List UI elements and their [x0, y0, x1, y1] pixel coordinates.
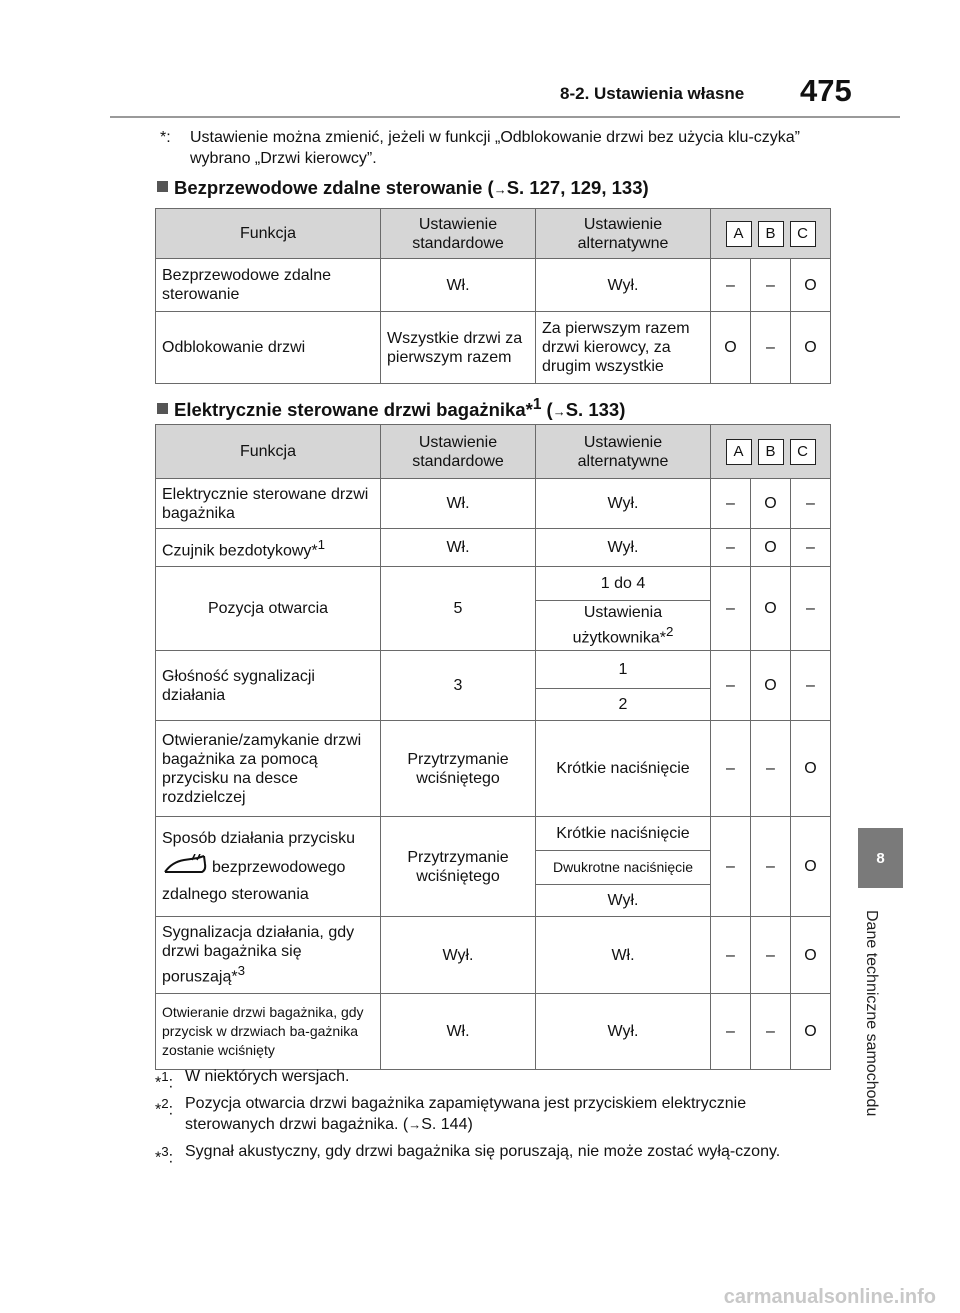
- table-row: [156, 721, 831, 817]
- cell-alternative: 1: [536, 651, 711, 689]
- cell-alternative: Dwukrotne naciśnięcie: [536, 851, 711, 885]
- cell-a: –: [711, 917, 751, 994]
- table-row: [156, 917, 831, 994]
- cell-c: O: [791, 312, 831, 384]
- cell-a: –: [711, 259, 751, 312]
- cell-c: O: [791, 259, 831, 312]
- badge-a: A: [726, 439, 752, 465]
- section-remote-title: Bezprzewodowe zdalne sterowanie (→S. 127, 129, 133): [157, 177, 649, 199]
- cell-function: Pozycja otwarcia: [156, 567, 381, 651]
- header-default: Ustawienie standardowe: [381, 425, 536, 479]
- chapter-tab[interactable]: 8: [858, 828, 903, 888]
- header-function: Funkcja: [156, 209, 381, 259]
- table-row: [156, 817, 831, 851]
- page-number: 475: [800, 73, 852, 108]
- cell-c: O: [791, 994, 831, 1070]
- cell-alternative: 2: [536, 689, 711, 721]
- section-square-icon: [157, 181, 168, 192]
- cell-function: Czujnik bezdotykowy*$^1$: [156, 529, 381, 567]
- cell-a: –: [711, 994, 751, 1070]
- cell-function: Otwieranie/zamykanie drzwi bagażnika za pomocą przycisku na desce rozdzielczej: [156, 721, 381, 817]
- cell-c: O: [791, 917, 831, 994]
- badge-c: C: [790, 439, 816, 465]
- note-text: Ustawienie można zmienić, jeżeli w funkcji „Odblokowanie drzwi bez użycia klu-czyka” wybrano „Drzwi kierowcy”.: [190, 129, 800, 167]
- cell-c: O: [791, 721, 831, 817]
- table-row: [156, 529, 831, 567]
- table-remote: [155, 208, 831, 384]
- cell-default: Wszystkie drzwi za pierwszym razem: [381, 312, 536, 384]
- cell-default: 3: [381, 651, 536, 721]
- cell-default: Wł.: [381, 994, 536, 1070]
- cell-c: O: [791, 817, 831, 917]
- cell-c: –: [791, 529, 831, 567]
- note-mark: *:: [160, 129, 171, 146]
- arrow-icon: →: [408, 1117, 422, 1132]
- header-title: 8-2. Ustawienia własne: [560, 84, 745, 103]
- cell-alternative: 1 do 4: [536, 567, 711, 601]
- cell-default: Przytrzymanie wciśniętego: [381, 817, 536, 917]
- cell-b: –: [751, 259, 791, 312]
- cell-b: O: [751, 479, 791, 529]
- cell-function: Sygnalizacja działania, gdy drzwi bagażnika się poruszają*$^3$: [156, 917, 381, 994]
- cell-alternative: Wył.: [536, 885, 711, 917]
- cell-default: Wł.: [381, 529, 536, 567]
- cell-b: –: [751, 721, 791, 817]
- cell-b: O: [751, 567, 791, 651]
- cell-function: Głośność sygnalizacji działania: [156, 651, 381, 721]
- cell-function: Bezprzewodowe zdalne sterowanie: [156, 259, 381, 312]
- cell-alternative: Krótkie naciśnięcie: [536, 721, 711, 817]
- table-trunk: [155, 424, 831, 1070]
- cell-b: –: [751, 312, 791, 384]
- section-square-icon: [157, 403, 168, 414]
- cell-b: O: [751, 651, 791, 721]
- cell-a: –: [711, 721, 751, 817]
- cell-a: –: [711, 651, 751, 721]
- cell-a: –: [711, 529, 751, 567]
- cell-alternative: Ustawienia użytkownika*$^2$: [536, 601, 711, 651]
- intro-note: [160, 127, 830, 169]
- cell-function: Elektrycznie sterowane drzwi bagażnika: [156, 479, 381, 529]
- table-row: [156, 259, 831, 312]
- cell-b: –: [751, 994, 791, 1070]
- cell-default: Wł.: [381, 479, 536, 529]
- cell-default: Wł.: [381, 259, 536, 312]
- cell-b: O: [751, 529, 791, 567]
- remote-key-icon: [162, 854, 208, 881]
- header-function: Funkcja: [156, 425, 381, 479]
- table-row: [156, 994, 831, 1070]
- cell-alternative: Wył.: [536, 259, 711, 312]
- badge-a: A: [726, 221, 752, 247]
- header-badges: [711, 209, 831, 259]
- cell-c: –: [791, 479, 831, 529]
- cell-a: –: [711, 567, 751, 651]
- header-default: Ustawienie standardowe: [381, 209, 536, 259]
- header-badges: [711, 425, 831, 479]
- cell-a: O: [711, 312, 751, 384]
- cell-alternative: Wył.: [536, 479, 711, 529]
- cell-default: Przytrzymanie wciśniętego: [381, 721, 536, 817]
- footnote-1: *$^1$: W niektórych wersjach.: [155, 1068, 350, 1092]
- footnote-2: *$^2$: Pozycja otwarcia drzwi bagażnika zapamiętywana jest przyciskiem elektrycznie sterowanych drzwi bagażnika. (→S. 144): [155, 1095, 747, 1133]
- table-row: [156, 479, 831, 529]
- arrow-icon: →: [552, 404, 566, 420]
- table-row: [156, 312, 831, 384]
- cell-c: –: [791, 651, 831, 721]
- cell-alternative: Wył.: [536, 994, 711, 1070]
- table-header-row: [156, 209, 831, 259]
- cell-function: Otwieranie drzwi bagażnika, gdy przycisk w drzwiach ba-gażnika zostanie wciśnięty: [156, 994, 381, 1070]
- table-row: [156, 567, 831, 601]
- footnote-3: *$^3$: Sygnał akustyczny, gdy drzwi bagażnika się poruszają, nie może zostać wyłą-czony.: [155, 1143, 781, 1167]
- table-header-row: [156, 425, 831, 479]
- cell-a: –: [711, 479, 751, 529]
- badge-c: C: [790, 221, 816, 247]
- watermark: carmanualsonline.info: [723, 1286, 936, 1308]
- header-rule: [110, 116, 900, 118]
- cell-a: –: [711, 817, 751, 917]
- cell-default: Wył.: [381, 917, 536, 994]
- cell-alternative: Wł.: [536, 917, 711, 994]
- header-alternative: Ustawienie alternatywne: [536, 425, 711, 479]
- section-trunk-title: Elektrycznie sterowane drzwi bagażnika*$^1$ (→S. 133): [157, 396, 625, 421]
- cell-alternative: Krótkie naciśnięcie: [536, 817, 711, 851]
- chapter-side-title: Dane techniczne samochodu: [863, 910, 880, 1117]
- cell-b: –: [751, 917, 791, 994]
- table-row: [156, 651, 831, 689]
- cell-function: Sposób działania przycisku bezprzewodowego zdalnego sterowania: [156, 817, 381, 917]
- cell-alternative: Wył.: [536, 529, 711, 567]
- cell-function: Odblokowanie drzwi: [156, 312, 381, 384]
- badge-b: B: [758, 439, 784, 465]
- header-alternative: Ustawienie alternatywne: [536, 209, 711, 259]
- badge-b: B: [758, 221, 784, 247]
- cell-default: 5: [381, 567, 536, 651]
- arrow-icon: →: [493, 182, 507, 197]
- cell-b: –: [751, 817, 791, 917]
- cell-alternative: Za pierwszym razem drzwi kierowcy, za drugim wszystkie: [536, 312, 711, 384]
- cell-c: –: [791, 567, 831, 651]
